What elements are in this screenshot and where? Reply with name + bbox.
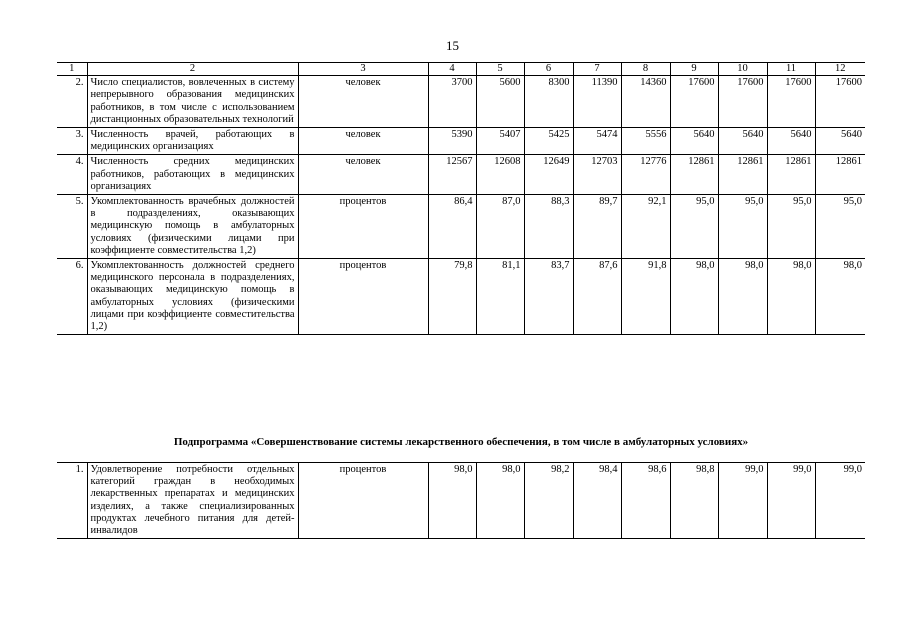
indicator-value: 5474 <box>573 128 621 155</box>
indicator-value: 5640 <box>670 128 718 155</box>
indicator-value: 5640 <box>815 128 865 155</box>
column-header-row <box>57 63 865 76</box>
column-header: 9 <box>670 63 718 76</box>
indicator-value: 81,1 <box>476 259 524 335</box>
indicator-value: 98,6 <box>621 463 670 539</box>
column-header: 1 <box>57 63 87 76</box>
indicator-value: 98,0 <box>767 259 815 335</box>
indicator-value: 12861 <box>815 155 865 195</box>
column-header: 10 <box>718 63 767 76</box>
indicator-value: 98,0 <box>476 463 524 539</box>
indicator-value: 98,0 <box>670 259 718 335</box>
table-row <box>57 195 865 259</box>
indicator-value: 12608 <box>476 155 524 195</box>
indicator-value: 86,4 <box>428 195 476 259</box>
indicator-value: 12776 <box>621 155 670 195</box>
indicator-value: 92,1 <box>621 195 670 259</box>
indicator-value: 5556 <box>621 128 670 155</box>
column-header: 5 <box>476 63 524 76</box>
indicator-value: 98,0 <box>428 463 476 539</box>
unit-of-measure: человек <box>298 76 428 128</box>
indicator-value: 95,0 <box>718 195 767 259</box>
indicator-value: 11390 <box>573 76 621 128</box>
indicator-value: 95,0 <box>670 195 718 259</box>
indicator-value: 12567 <box>428 155 476 195</box>
indicator-value: 98,4 <box>573 463 621 539</box>
indicator-value: 98,0 <box>718 259 767 335</box>
indicator-value: 98,8 <box>670 463 718 539</box>
column-header: 4 <box>428 63 476 76</box>
indicator-value: 17600 <box>815 76 865 128</box>
indicator-value: 87,6 <box>573 259 621 335</box>
row-number: 6. <box>57 259 87 335</box>
indicator-value: 99,0 <box>815 463 865 539</box>
indicator-value: 83,7 <box>524 259 573 335</box>
indicator-value: 5640 <box>718 128 767 155</box>
unit-of-measure: процентов <box>298 195 428 259</box>
indicator-value: 95,0 <box>767 195 815 259</box>
indicator-value: 12703 <box>573 155 621 195</box>
indicator-value: 5425 <box>524 128 573 155</box>
column-header: 3 <box>298 63 428 76</box>
indicator-name: Численность врачей, работающих в медицинских организациях <box>87 128 298 155</box>
indicator-value: 79,8 <box>428 259 476 335</box>
indicator-value: 5640 <box>767 128 815 155</box>
indicator-value: 95,0 <box>815 195 865 259</box>
table-row <box>57 76 865 128</box>
column-header: 11 <box>767 63 815 76</box>
indicator-value: 88,3 <box>524 195 573 259</box>
indicator-value: 5390 <box>428 128 476 155</box>
indicator-value: 98,0 <box>815 259 865 335</box>
indicator-value: 8300 <box>524 76 573 128</box>
indicator-name: Численность средних медицинских работников, работающих в медицинских организациях <box>87 155 298 195</box>
indicator-value: 12649 <box>524 155 573 195</box>
indicator-value: 87,0 <box>476 195 524 259</box>
indicator-value: 17600 <box>718 76 767 128</box>
indicator-value: 5600 <box>476 76 524 128</box>
column-header: 2 <box>87 63 298 76</box>
unit-of-measure: процентов <box>298 463 428 539</box>
indicator-value: 17600 <box>767 76 815 128</box>
column-header: 6 <box>524 63 573 76</box>
column-header: 7 <box>573 63 621 76</box>
page-number: 15 <box>446 38 459 53</box>
indicator-name: Укомплектованность должностей среднего медицинского персонала в подразделениях, оказывающих медицинскую помощь в амбулаторных условиях (физическими лицами при коэффициенте совместительства 1,2) <box>87 259 298 335</box>
indicator-value: 99,0 <box>718 463 767 539</box>
column-header: 12 <box>815 63 865 76</box>
row-number: 1. <box>57 463 87 539</box>
indicator-value: 89,7 <box>573 195 621 259</box>
indicator-name: Число специалистов, вовлеченных в систему непрерывного образования медицинских работников, в том числе с использованием дистанционных образовательных технологий <box>87 76 298 128</box>
subprogram-title: Подпрограмма «Совершенствование системы лекарственного обеспечения, в том числе в амбулаторных условиях» <box>173 436 749 448</box>
unit-of-measure: человек <box>298 155 428 195</box>
indicator-value: 14360 <box>621 76 670 128</box>
indicator-value: 17600 <box>670 76 718 128</box>
indicator-value: 91,8 <box>621 259 670 335</box>
row-number: 4. <box>57 155 87 195</box>
unit-of-measure: процентов <box>298 259 428 335</box>
indicator-value: 99,0 <box>767 463 815 539</box>
subprogram-table <box>57 462 865 539</box>
indicator-name: Удовлетворение потребности отдельных категорий граждан в необходимых лекарственных препаратах и медицинских изделиях, а также специализированных продуктах лечебного питания для детей-инвалидов <box>87 463 298 539</box>
indicator-value: 12861 <box>767 155 815 195</box>
table-row <box>57 259 865 335</box>
indicator-value: 12861 <box>718 155 767 195</box>
unit-of-measure: человек <box>298 128 428 155</box>
indicator-name: Укомплектованность врачебных должностей в подразделениях, оказывающих медицинскую помощь в амбулаторных условиях (физическими лицами при коэффициенте совместительства 1,2) <box>87 195 298 259</box>
indicators-table <box>57 62 865 335</box>
table-row <box>57 128 865 155</box>
indicator-value: 5407 <box>476 128 524 155</box>
indicator-value: 98,2 <box>524 463 573 539</box>
indicator-value: 3700 <box>428 76 476 128</box>
table-row <box>57 463 865 539</box>
row-number: 5. <box>57 195 87 259</box>
indicator-value: 12861 <box>670 155 718 195</box>
table-row <box>57 155 865 195</box>
row-number: 2. <box>57 76 87 128</box>
column-header: 8 <box>621 63 670 76</box>
row-number: 3. <box>57 128 87 155</box>
